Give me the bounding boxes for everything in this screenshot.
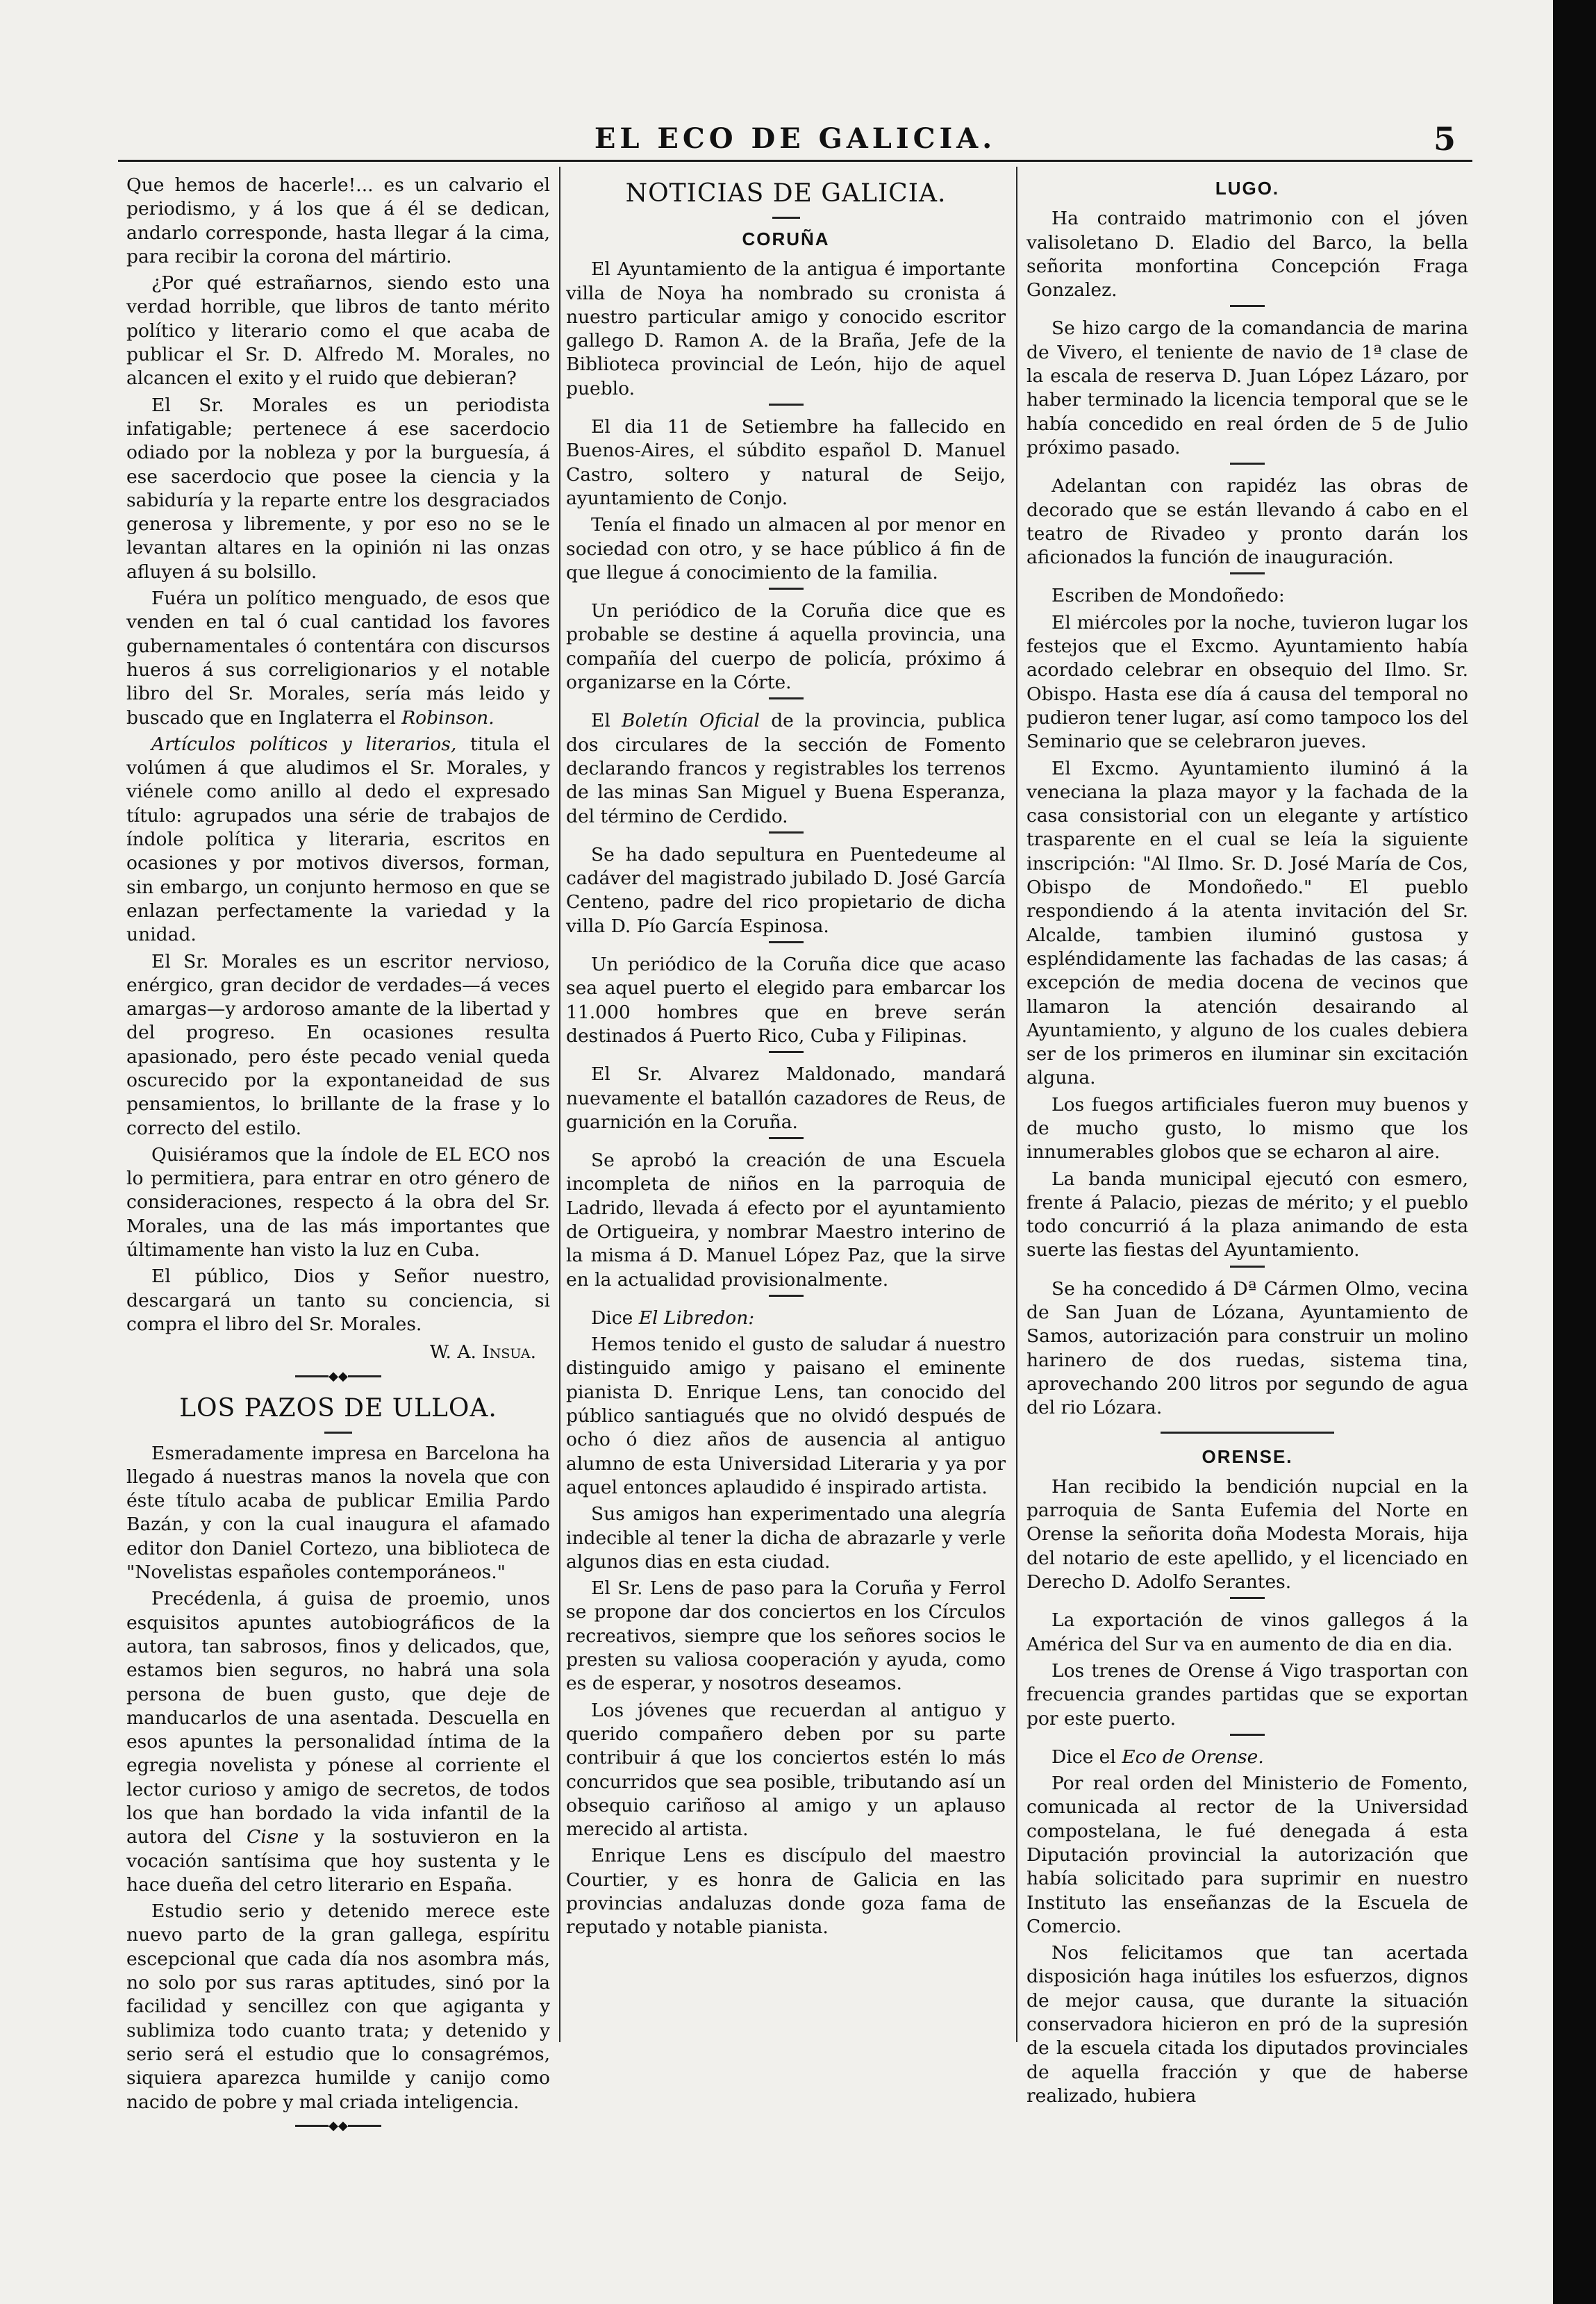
ornament-divider: ◆◆: [286, 2120, 390, 2132]
paragraph-text: Precédenla, á guisa de proemio, unos esquisitos apuntes autobiográficos de la autora, tan sabrosos, finos y delicados, que, estamos bien seguros, no habrá una sola persona de buen gusto, que deje de manducarlos de una asentada. Descuella en esos apuntes la personalidad íntima de la egregia novelista y pónese al corriente el lector curioso y amigo de secretos, de todos los que han bordado la vida infantil de la autora del: [126, 1588, 550, 1848]
paragraph: [566, 709, 1006, 828]
heading-rule: [324, 1432, 352, 1434]
news-separator: [769, 1295, 804, 1297]
italic-title: Artículos políticos y literarios,: [151, 733, 457, 755]
paragraph: El dia 11 de Setiembre ha fallecido en Buenos-Aires, el súbdito español D. Manuel Castro, soltero y natural de Seijo, ayuntamiento de Conjo.: [566, 416, 1006, 509]
news-separator: [1230, 1597, 1265, 1599]
city-heading: ORENSE.: [1202, 1445, 1293, 1467]
paragraph-text: El: [591, 710, 610, 732]
paragraph: Se ha concedido á Dª Cármen Olmo, vecina de San Juan de Lózana, Ayuntamiento de Samos, autorización para construir un molino harinero de dos ruedas, sistema tina, aprovechando 200 litros por segundo de agua del rio Lózara.: [1026, 1277, 1468, 1419]
scan-border: [1553, 0, 1596, 2304]
paragraph: Esmeradamente impresa en Barcelona ha llegado á nuestras manos la novela que con éste título acaba de publicar Emilia Pardo Bazán, y con la cual inaugura el afamado editor don Daniel Cortezo, una biblioteca de "Novelistas españoles contemporáneos.": [126, 1442, 550, 1584]
paragraph: Sus amigos han experimentado una alegría indecible al tener la dicha de abrazarle y verle algunos dias en esta ciudad.: [566, 1503, 1006, 1573]
news-separator: [1230, 572, 1265, 574]
paragraph: Por real orden del Ministerio de Fomento, comunicada al rector de la Universidad compostelana, le fué denegada á esta Diputación provincial la autorización que había solicitado para suprimir en nuestro Instituto las enseñanzas de la Escuela de Comercio.: [1026, 1773, 1468, 1937]
header-rule: [118, 160, 1472, 162]
paragraph-text: Fuéra un político menguado, de esos que venden en tal ó cual cantidad los favores gubernamentales ó contentára con discursos hueros á sus correligionarios y el notable libro del Sr. Morales, sería más leido y buscado que en Inglaterra el: [126, 588, 550, 729]
news-separator: [769, 1051, 804, 1053]
news-separator: [769, 941, 804, 943]
section-rule: [1161, 1432, 1334, 1434]
italic-title: Boletín Oficial: [622, 710, 760, 732]
section-heading: NOTICIAS DE GALICIA.: [625, 179, 947, 208]
paragraph-text: de la provincia, publica dos circulares de la sección de Fomento declarando francos y registrables los terrenos de las minas San Miguel y Buena Esperanza, del término de Cerdido.: [566, 710, 1006, 827]
paragraph: Han recibido la bendición nupcial en la parroquia de Santa Eufemia del Norte en Orense la señorita doña Modesta Morais, hija del notario de este apellido, y el licenciado en Derecho D. Adolfo Serantes.: [1026, 1475, 1468, 1593]
paragraph: Se hizo cargo de la comandancia de marina de Vivero, el teniente de navio de 1ª clase de la escala de reserva D. Juan López Lázaro, por haber terminado la licencia temporal que se le había concedido en real órden de 5 de Julio próximo pasado.: [1026, 317, 1468, 458]
column-left: [126, 174, 550, 2133]
paragraph-text: Dice: [591, 1307, 633, 1329]
italic-title: El Libredon:: [638, 1307, 755, 1329]
news-separator: [769, 697, 804, 699]
paragraph-text: y la sostuvieron en la vocación santísima que hoy sustenta y le hace dueña del cetro literario en España.: [126, 1826, 550, 1896]
news-separator: [769, 831, 804, 834]
italic-title: Robinson.: [401, 706, 494, 729]
paragraph: El Ayuntamiento de la antigua é importante villa de Noya ha nombrado su cronista á nuestro particular amigo y conocido escritor gallego D. Ramon A. de la Braña, Jefe de la Biblioteca provincial de León, hijo de aquel pueblo.: [566, 258, 1006, 399]
paragraph: [126, 733, 550, 947]
column-divider: [1016, 167, 1017, 2042]
paragraph: El Sr. Morales es un escritor nervioso, enérgico, gran decidor de verdades—á veces amargas—y ardoroso amante de la libertad y del progreso. En ocasiones resulta apasionado, pero éste pecado venial queda oscurecido por la expontaneidad de sus pensamientos, lo brillante de la frase y lo correcto del estilo.: [126, 950, 550, 1139]
news-separator: [1230, 305, 1265, 307]
paragraph: Se aprobó la creación de una Escuela incompleta de niños en la parroquia de Ladrido, llevada á efecto por el ayuntamiento de Ortigueira, y nombrar Maestro interino de la misma á D. Manuel López Paz, que la sirve en la actualidad provisionalmente.: [566, 1150, 1006, 1291]
paragraph: Los fuegos artificiales fueron muy buenos y de mucho gusto, lo mismo que los innumerables globos que se echaron al aire.: [1026, 1093, 1468, 1163]
page-header: [118, 119, 1472, 158]
news-separator: [769, 404, 804, 406]
page-number: 5: [1433, 120, 1456, 158]
paragraph: Los trenes de Orense á Vigo trasportan con frecuencia grandes partidas que se exportan por este puerto.: [1026, 1659, 1468, 1730]
article-signature: W. A. Insua.: [429, 1341, 536, 1364]
paragraph-text: Dice el: [1051, 1746, 1116, 1768]
paragraph: La banda municipal ejecutó con esmero, frente á Palacio, piezas de mérito; y el pueblo todo concurrió á la plaza animando de esta suerte las fiestas del Ayuntamiento.: [1026, 1168, 1468, 1261]
paragraph: ¿Por qué estrañarnos, siendo esto una verdad horrible, que libros de tanto mérito político y literario como el que acaba de publicar el Sr. D. Alfredo M. Morales, no alcancen el exito y el ruido que debieran?: [126, 272, 550, 390]
news-separator: [1230, 463, 1265, 465]
paragraph: [566, 1307, 1006, 1330]
paragraph: Escriben de Mondoñedo:: [1051, 585, 1285, 607]
paragraph: Adelantan con rapidéz las obras de decorado que se están llevando á cabo en el teatro de Rivadeo y pronto darán los aficionados la función de inauguración.: [1026, 475, 1468, 569]
paragraph: El Sr. Lens de paso para la Coruña y Ferrol se propone dar dos conciertos en los Círculos recreativos, siempre que los señores socios le presten su valiosa cooperación y ayuda, como es de esperar, y nosotros deseamos.: [566, 1577, 1006, 1695]
paragraph: El Excmo. Ayuntamiento iluminó á la veneciana la plaza mayor y la fachada de la casa consistorial con un elegante y artístico trasparente en el cual se leía la siguiente inscripción: "Al Ilmo. Sr. D. José María de Cos, Obispo de Mondoñedo." El pueblo respondiendo á la atenta invitación del Sr. Alcalde, tambien iluminó gustosa y espléndidamente las fachadas de las casas; á excepción de media docena de vecinos que llamaron la atención desairando al Ayuntamiento, y alguno de los cuales debiera ser de los primeros en iluminar sin excitación alguna.: [1026, 757, 1468, 1089]
city-heading: CORUÑA: [742, 229, 830, 249]
italic-title: Eco de Orense.: [1122, 1746, 1264, 1768]
paragraph: El Sr. Morales es un periodista infatigable; pertenece á ese sacerdocio odiado por la nobleza y por la burguesía, á ese sacerdocio que posee la ciencia y la sabiduría y la reparte entre los desgraciados generosa y libremente, y por eso no se le levantan altares en la opinión ni las onzas afluyen á su bolsillo.: [126, 394, 550, 583]
paragraph: Hemos tenido el gusto de saludar á nuestro distinguido amigo y paisano el eminente pianista D. Enrique Lens, tan conocido del público santiagués que no olvidó después de ocho ó diez años de ausencia al antiguo alumno de esta Universidad Literaria y ya por aquel entonces aplaudido é inspirado artista.: [566, 1334, 1006, 1498]
section-heading: LOS PAZOS DE ULLOA.: [179, 1393, 497, 1423]
paragraph: Tenía el finado un almacen al por menor en sociedad con otro, y se hace público á fin de que llegue á conocimiento de la familia.: [566, 514, 1006, 583]
paragraph: Estudio serio y detenido merece este nuevo parto de la gran gallega, espíritu escepcional que cada día nos asombra más, no solo por sus raras aptitudes, sinó por la facilidad y sencillez con que agiganta y sublimiza todo cuanto trata; y detenido y serio será el estudio que lo consagrémos, siquiera aparezca humilde y canijo como nacido de pobre y mal criada inteligencia.: [126, 1900, 550, 2113]
column-right: [1026, 174, 1468, 2107]
paragraph: El miércoles por la noche, tuvieron lugar los festejos que el Excmo. Ayuntamiento había acordado celebrar en obsequio del Ilmo. Sr. Obispo. Hasta ese día á causa del temporal no pudieron tener lugar, así como tampoco los del Seminario que se celebraron jueves.: [1026, 611, 1468, 753]
paragraph: El Sr. Alvarez Maldonado, mandará nuevamente el batallón cazadores de Reus, de guarnición en la Coruña.: [566, 1063, 1006, 1133]
news-separator: [769, 1137, 804, 1139]
paragraph: [126, 1587, 550, 1897]
paragraph: [1026, 1746, 1468, 1769]
paragraph: Un periódico de la Coruña dice que acaso sea aquel puerto el elegido para embarcar los 11.000 hombres que en breve serán destinados á Puerto Rico, Cuba y Filipinas.: [566, 954, 1006, 1047]
paragraph: Los jóvenes que recuerdan al antiguo y querido compañero deben por su parte contribuir á que los conciertos estén lo más concurridos que sea posible, tributando así un obsequio cariñoso al amigo y un aplauso merecido al artista.: [566, 1699, 1006, 1841]
paragraph: Nos felicitamos que tan acertada disposición haga inútiles los esfuerzos, dignos de mejor causa, que durante la situación conservadora hicieron en pró de la supresión de la escuela citada los diputados provinciales de aquella fracción y que de haberse realizado, hubiera: [1026, 1942, 1468, 2107]
masthead-title: EL ECO DE GALICIA.: [594, 122, 997, 155]
italic-title: Cisne: [247, 1826, 299, 1848]
paragraph: Que hemos de hacerle!... es un calvario el periodismo, y á los que á él se dedican, andarlo corresponde, hasta llegar á la cima, para recibir la corona del mártirio.: [126, 174, 550, 267]
news-separator: [1230, 1734, 1265, 1736]
paragraph: Un periódico de la Coruña dice que es probable se destine á aquella provincia, una compañía del cuerpo de policía, próximo á organizarse en la Córte.: [566, 600, 1006, 694]
ornament-divider: ◆◆: [286, 1370, 390, 1383]
city-heading: LUGO.: [1215, 178, 1280, 199]
paragraph: Ha contraido matrimonio con el jóven valisoletano D. Eladio del Barco, la bella señorita monfortina Concepción Fraga Gonzalez.: [1026, 208, 1468, 301]
paragraph: Enrique Lens es discípulo del maestro Courtier, y es honra de Galicia en las provincias andaluzas donde goza fama de reputado y notable pianista.: [566, 1845, 1006, 1939]
paragraph: El público, Dios y Señor nuestro, descargará un tanto su conciencia, si compra el libro del Sr. Morales.: [126, 1266, 550, 1335]
column-middle: [566, 174, 1006, 2042]
paragraph: Quisiéramos que la índole de EL ECO nos lo permitiera, para entrar en otro género de consideraciones, respecto á la obra del Sr. Morales, una de las más importantes que últimamente han visto la luz en Cuba.: [126, 1143, 550, 1261]
column-divider: [559, 167, 560, 2042]
news-separator: [769, 588, 804, 590]
paragraph-text: titula el volúmen á que aludimos el Sr. Morales, y viénele como anillo al dedo el expresado título: agrupados una série de trabajos de índole política y literaria, escritos en ocasiones y por motivos diversos, forman, sin embargo, un conjunto hermoso en que se enlazan perfectamente la variedad y la unidad.: [126, 733, 550, 946]
paragraph: [126, 587, 550, 730]
news-separator: [1230, 1266, 1265, 1268]
paragraph: La exportación de vinos gallegos á la América del Sur va en aumento de dia en dia.: [1026, 1609, 1468, 1655]
paragraph: Se ha dado sepultura en Puentedeume al cadáver del magistrado jubilado D. José García Centeno, padre del rico propietario de dicha villa D. Pío García Espinosa.: [566, 843, 1006, 937]
heading-rule: [772, 217, 800, 219]
